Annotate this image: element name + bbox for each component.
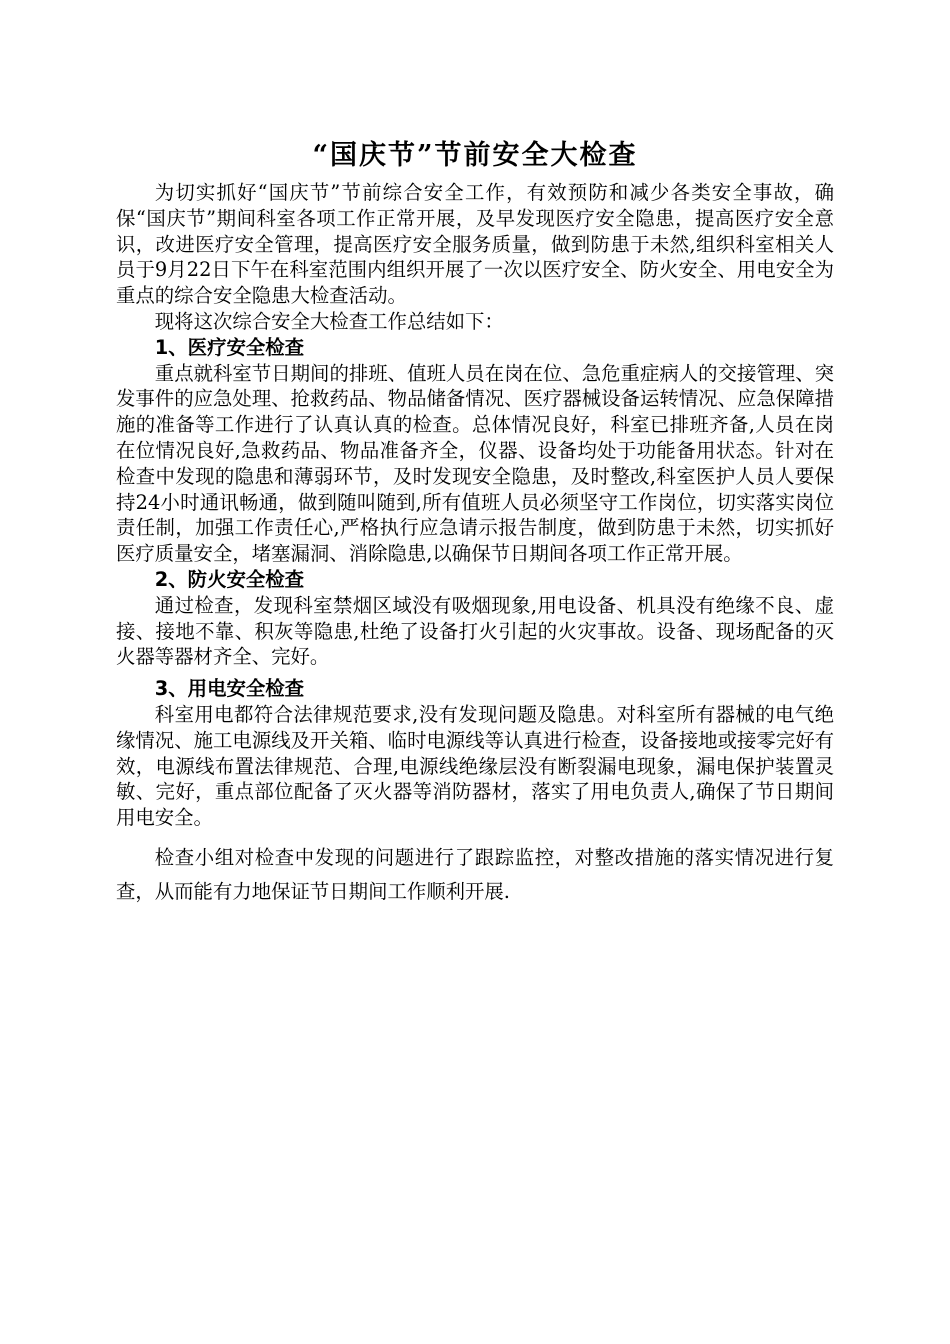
intro-paragraph: 为切实抓好“国庆节”节前综合安全工作，有效预防和减少各类安全事故，确保“国庆节”期间科室各项工作正常开展，及早发现医疗安全隐患，提高医疗安全意识，改进医疗安全管理，提高医疗安全服务质量，做到防患于未然,组织科室相关人员于9月22日下午在科室范围内组织开展了一次以医疗安全、防火安全、用电安全为重点的综合安全隐患大检查活动。: [116, 181, 834, 308]
summary-line: 现将这次综合安全大检查工作总结如下：: [154, 309, 504, 333]
spacer: [116, 831, 834, 841]
closing-paragraph: 检查小组对检查中发现的问题进行了跟踪监控，对整改措施的落实情况进行复查，从而能有力地保证节日期间工作顺利开展.: [116, 845, 834, 903]
document-body: [116, 180, 834, 909]
section-text-fire: 通过检查，发现科室禁烟区域没有吸烟现象,用电设备、机具没有绝缘不良、虚接、接地不靠、积灰等隐患,杜绝了设备打火引起的火灾事故。设备、现场配备的灭火器等器材齐全、完好。: [116, 593, 834, 669]
section-text-electrical: 科室用电都符合法律规范要求,没有发现问题及隐患。对科室所有器械的电气绝缘情况、施工电源线及开关箱、临时电源线等认真进行检查，设备接地或接零完好有效，电源线布置法律规范、合理,电源线绝缘层没有断裂漏电现象，漏电保护装置灵敏、完好，重点部位配备了灭火器等消防器材，落实了用电负责人,确保了节日期间用电安全。: [116, 702, 834, 830]
section-heading-electrical: 3、用电安全检查: [154, 677, 305, 701]
document-title: “国庆节”节前安全大检查: [312, 140, 638, 171]
section-text-medical: 重点就科室节日期间的排班、值班人员在岗在位、急危重症病人的交接管理、突发事件的应急处理、抢救药品、物品储备情况、医疗器械设备运转情况、应急保障措施的准备等工作进行了认真认真的检查。总体情况良好，科室已排班齐备,人员在岗在位情况良好,急救药品、物品准备齐全，仪器、设备均处于功能备用状态。针对在检查中发现的隐患和薄弱环节，及时发现安全隐患，及时整改,科室医护人员人要保持24小时通讯畅通，做到随叫随到,所有值班人员必须坚守工作岗位，切实落实岗位责任制，加强工作责任心,严格执行应急请示报告制度，做到防患于未然，切实抓好医疗质量安全，堵塞漏洞、消除隐患,以确保节日期间各项工作正常开展。: [116, 361, 834, 566]
section-heading-fire: 2、防火安全检查: [154, 567, 305, 591]
section-heading-medical: 1、医疗安全检查: [154, 335, 305, 359]
